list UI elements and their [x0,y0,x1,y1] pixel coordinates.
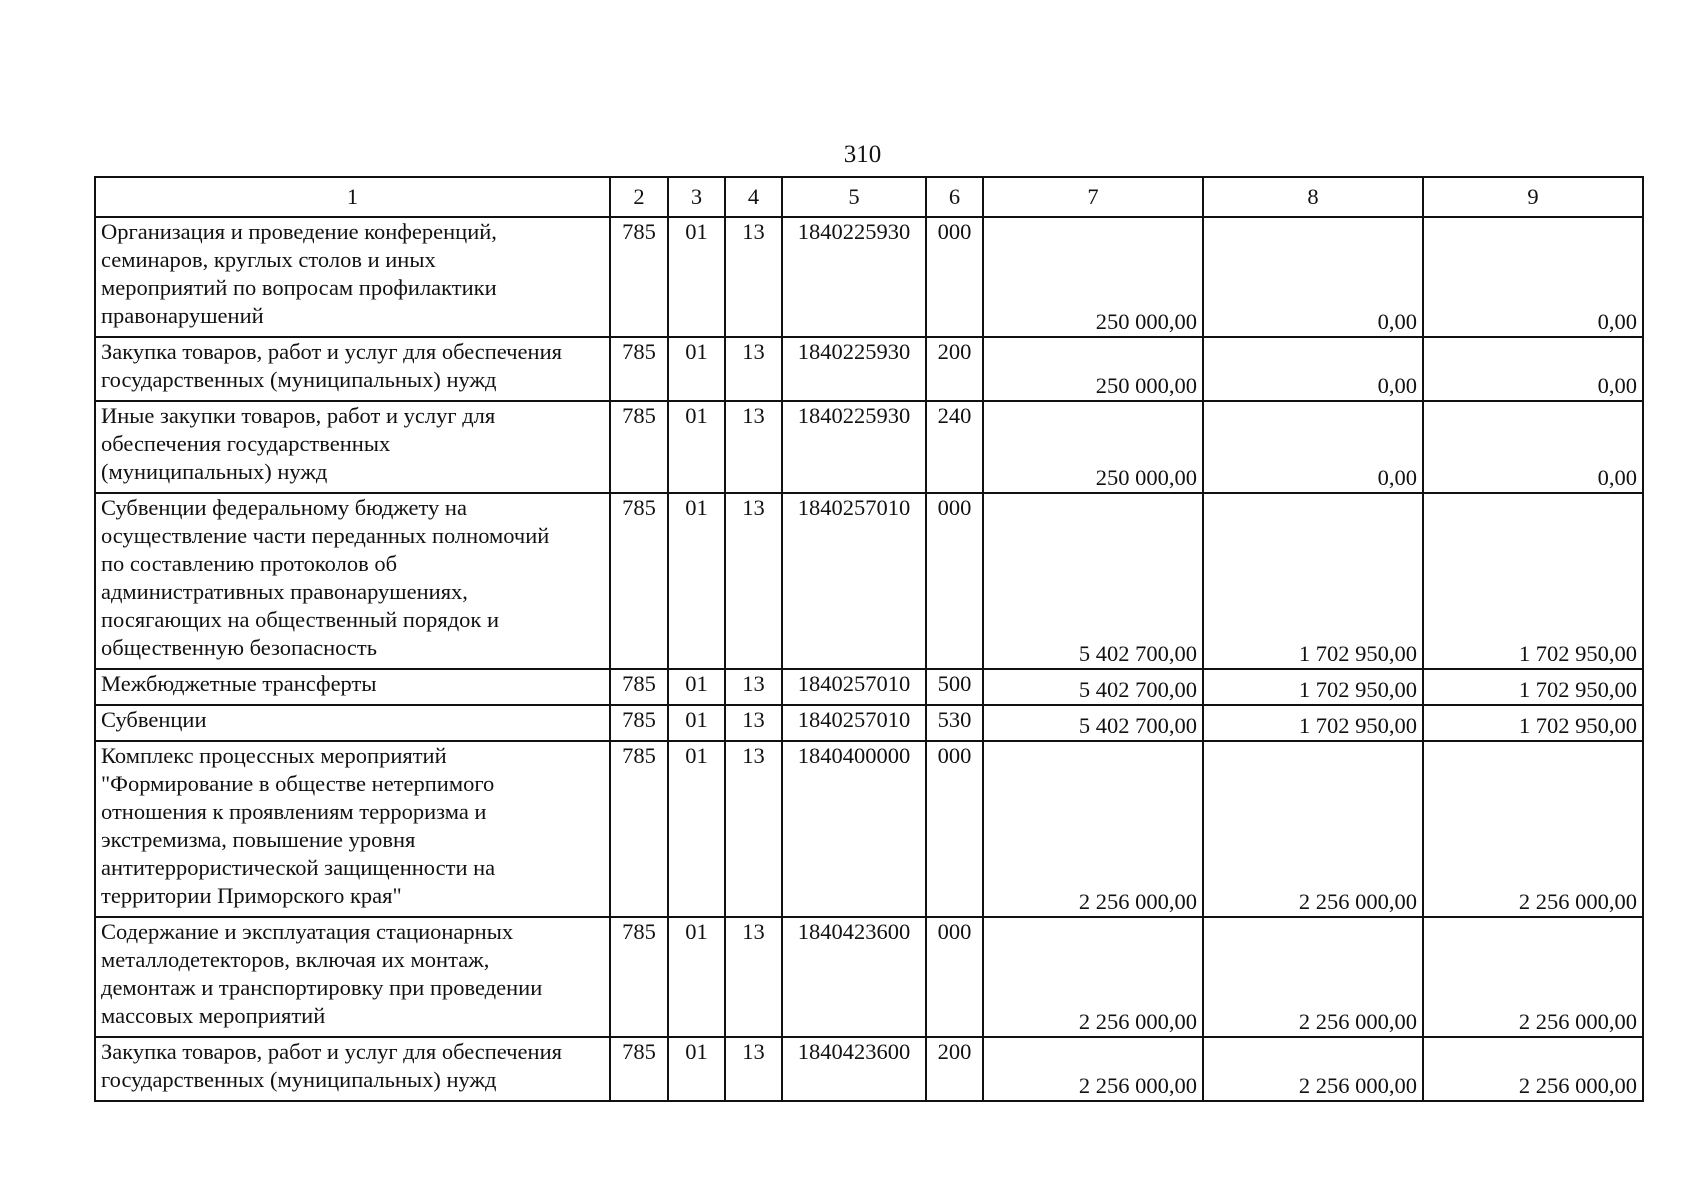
row-name-line: отношения к проявлениям терроризма и [101,799,487,824]
subsection-code-cell: 13 [725,493,782,669]
admin-code-cell: 785 [610,917,668,1037]
expense-type-cell: 000 [926,917,983,1037]
amount-col7-cell: 250 000,00 [983,337,1203,401]
admin-code-cell: 785 [610,337,668,401]
column-header: 2 [610,177,668,217]
section-code-cell: 01 [668,493,725,669]
expense-type-cell: 200 [926,1037,983,1101]
amount-col7-cell: 250 000,00 [983,217,1203,337]
subsection-code-cell: 13 [725,217,782,337]
amount-col9-cell: 2 256 000,00 [1423,741,1643,917]
row-name-line: массовых мероприятий [101,1003,326,1028]
amount-col9-cell: 0,00 [1423,217,1643,337]
amount-col8-cell: 2 256 000,00 [1203,1037,1423,1101]
subsection-code-cell: 13 [725,669,782,705]
row-name-line: обеспечения государственных [101,431,391,456]
amount-col9-cell: 1 702 950,00 [1423,493,1643,669]
amount-col7-cell: 5 402 700,00 [983,705,1203,741]
table-row [95,917,1643,1037]
table-row [95,337,1643,401]
target-article-cell: 1840423600 [782,1037,926,1101]
row-name-line: посягающих на общественный порядок и [101,607,500,632]
table-row [95,1037,1643,1101]
row-name-line: Субвенции [101,707,207,732]
table-row [95,705,1643,741]
target-article-cell: 1840225930 [782,401,926,493]
column-header: 1 [95,177,610,217]
section-code-cell: 01 [668,705,725,741]
amount-col7-cell: 2 256 000,00 [983,917,1203,1037]
row-name-cell [95,217,610,337]
subsection-code-cell: 13 [725,1037,782,1101]
column-header: 3 [668,177,725,217]
expense-type-cell: 000 [926,493,983,669]
row-name-line: металлодетекторов, включая их монтаж, [101,947,490,972]
row-name-cell [95,401,610,493]
row-name-line: государственных (муниципальных) нужд [101,367,497,392]
row-name-line: правонарушений [101,303,264,328]
target-article-cell: 1840257010 [782,669,926,705]
amount-col7-cell: 250 000,00 [983,401,1203,493]
row-name-line: семинаров, круглых столов и иных [101,247,436,272]
column-header: 8 [1203,177,1423,217]
admin-code-cell: 785 [610,741,668,917]
admin-code-cell: 785 [610,669,668,705]
row-name-line: административных правонарушениях, [101,579,468,604]
target-article-cell: 1840423600 [782,917,926,1037]
target-article-cell: 1840257010 [782,493,926,669]
row-name-line: Закупка товаров, работ и услуг для обеспечения [101,339,562,364]
row-name-line: осуществление части переданных полномочий [101,523,550,548]
row-name-cell [95,337,610,401]
expense-type-cell: 000 [926,217,983,337]
row-name-line: Субвенции федеральному бюджету на [101,495,467,520]
table-row [95,741,1643,917]
amount-col9-cell: 0,00 [1423,401,1643,493]
row-name-cell [95,705,610,741]
target-article-cell: 1840225930 [782,337,926,401]
section-code-cell: 01 [668,217,725,337]
row-name-line: мероприятий по вопросам профилактики [101,275,497,300]
section-code-cell: 01 [668,401,725,493]
subsection-code-cell: 13 [725,917,782,1037]
row-name-line: общественную безопасность [101,635,377,660]
page-number: 310 [843,141,882,168]
section-code-cell: 01 [668,669,725,705]
section-code-cell: 01 [668,741,725,917]
row-name-cell [95,917,610,1037]
table-row [95,669,1643,705]
amount-col8-cell: 2 256 000,00 [1203,917,1423,1037]
expense-type-cell: 200 [926,337,983,401]
row-name-line: (муниципальных) нужд [101,459,328,484]
expense-type-cell: 240 [926,401,983,493]
target-article-cell: 1840400000 [782,741,926,917]
row-name-line: Закупка товаров, работ и услуг для обеспечения [101,1039,562,1064]
table-row [95,401,1643,493]
row-name-line: "Формирование в обществе нетерпимого [101,771,495,796]
budget-table [94,176,1644,1102]
amount-col9-cell: 1 702 950,00 [1423,705,1643,741]
target-article-cell: 1840257010 [782,705,926,741]
row-name-cell [95,669,610,705]
row-name-line: государственных (муниципальных) нужд [101,1067,497,1092]
expense-type-cell: 530 [926,705,983,741]
section-code-cell: 01 [668,917,725,1037]
admin-code-cell: 785 [610,1037,668,1101]
section-code-cell: 01 [668,1037,725,1101]
row-name-cell [95,1037,610,1101]
amount-col8-cell: 0,00 [1203,337,1423,401]
admin-code-cell: 785 [610,493,668,669]
amount-col7-cell: 2 256 000,00 [983,1037,1203,1101]
amount-col9-cell: 0,00 [1423,337,1643,401]
row-name-line: территории Приморского края" [101,883,402,908]
amount-col9-cell: 1 702 950,00 [1423,669,1643,705]
row-name-cell [95,493,610,669]
subsection-code-cell: 13 [725,705,782,741]
target-article-cell: 1840225930 [782,217,926,337]
column-header: 7 [983,177,1203,217]
amount-col8-cell: 2 256 000,00 [1203,741,1423,917]
amount-col9-cell: 2 256 000,00 [1423,917,1643,1037]
amount-col7-cell: 2 256 000,00 [983,741,1203,917]
amount-col8-cell: 1 702 950,00 [1203,669,1423,705]
amount-col8-cell: 1 702 950,00 [1203,493,1423,669]
row-name-line: антитеррористической защищенности на [101,855,496,880]
row-name-line: Комплекс процессных мероприятий [101,743,447,768]
section-code-cell: 01 [668,337,725,401]
subsection-code-cell: 13 [725,337,782,401]
amount-col8-cell: 0,00 [1203,217,1423,337]
column-header: 5 [782,177,926,217]
column-number-header-row [95,177,1643,217]
row-name-line: по составлению протоколов об [101,551,398,576]
row-name-line: экстремизма, повышение уровня [101,827,416,852]
subsection-code-cell: 13 [725,741,782,917]
expense-type-cell: 500 [926,669,983,705]
amount-col8-cell: 0,00 [1203,401,1423,493]
row-name-line: демонтаж и транспортировку при проведении [101,975,543,1000]
row-name-line: Иные закупки товаров, работ и услуг для [101,403,496,428]
subsection-code-cell: 13 [725,401,782,493]
admin-code-cell: 785 [610,705,668,741]
column-header: 4 [725,177,782,217]
expense-type-cell: 000 [926,741,983,917]
amount-col8-cell: 1 702 950,00 [1203,705,1423,741]
amount-col9-cell: 2 256 000,00 [1423,1037,1643,1101]
row-name-line: Содержание и эксплуатация стационарных [101,919,514,944]
amount-col7-cell: 5 402 700,00 [983,669,1203,705]
row-name-line: Межбюджетные трансферты [101,671,377,696]
column-header: 9 [1423,177,1643,217]
table-body [95,217,1643,1101]
column-header: 6 [926,177,983,217]
row-name-cell [95,741,610,917]
admin-code-cell: 785 [610,217,668,337]
admin-code-cell: 785 [610,401,668,493]
table-row [95,217,1643,337]
row-name-line: Организация и проведение конференций, [101,219,497,244]
amount-col7-cell: 5 402 700,00 [983,493,1203,669]
table-row [95,493,1643,669]
